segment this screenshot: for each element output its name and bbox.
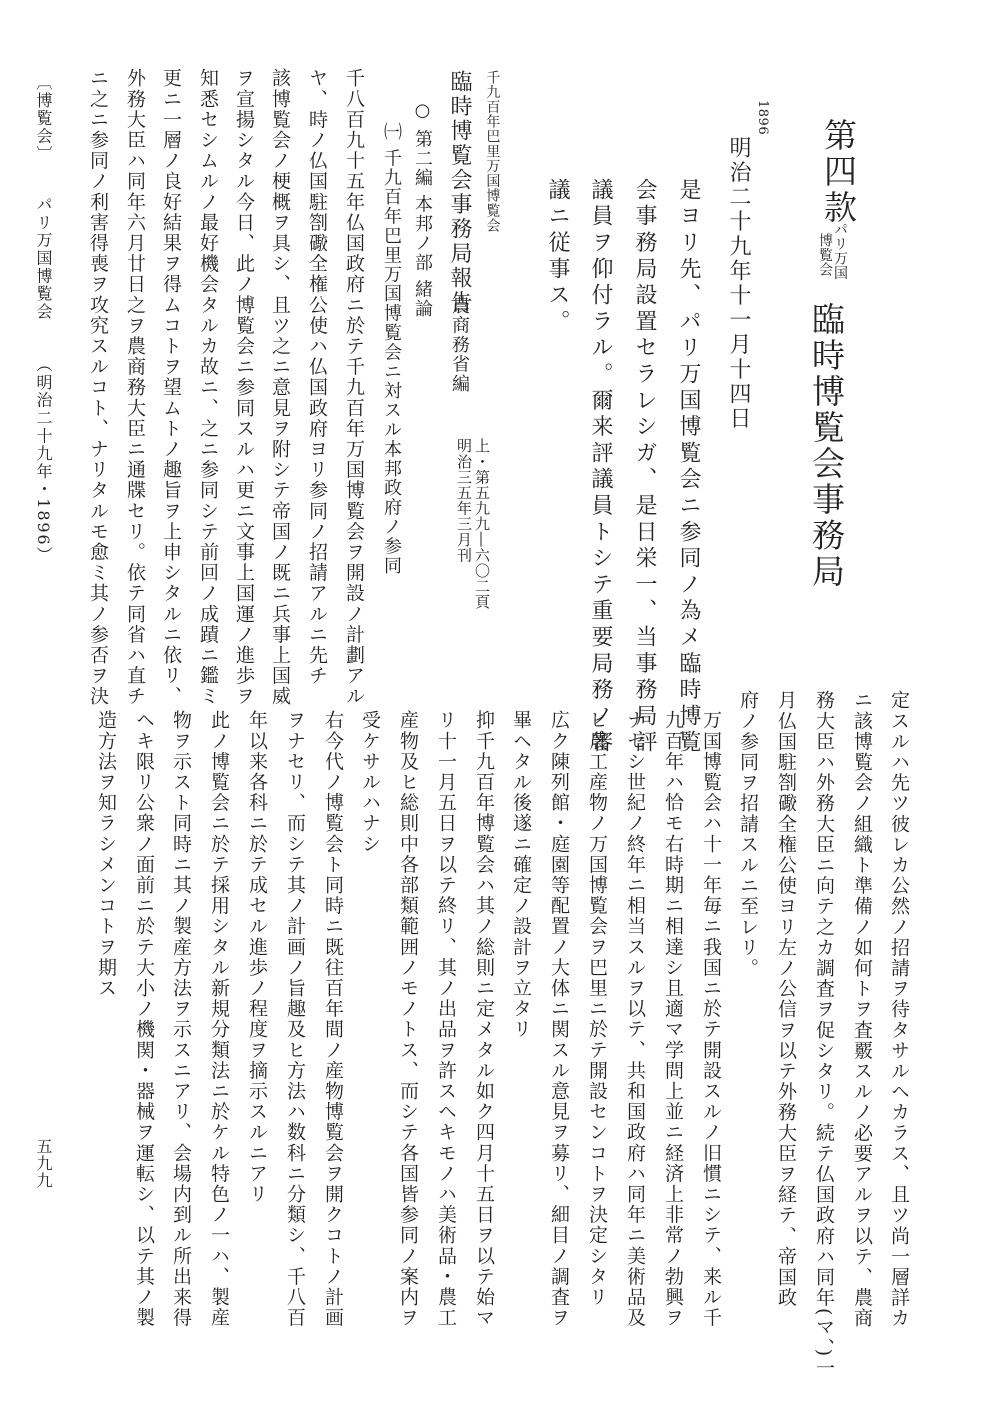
lower-body-line: 年以来各科ニ於テ成セル進歩ノ程度ヲ摘示スルニアリ [246, 710, 268, 1205]
lower-body-line: 抑千九百年博覧会ハ其ノ総則ニ定メタル如ク四月十五日ヲ以テ始マ [473, 710, 495, 1328]
source-series: 千九百年巴里万国博覧会 [484, 70, 501, 233]
lower-body-line: 物ヲ示スト同時ニ其ノ製産方法ヲ示スニアリ、会場内到ル所出来得 [170, 710, 192, 1328]
lower-body-line: 定スルハ先ツ彼レカ公然ノ招請ヲ待タサルヘカラス、且ツ尚一層詳カ [888, 690, 910, 1329]
source-pages: 上・第五九九―六〇二頁 [473, 438, 491, 610]
lower-body-line: ナセシ世紀ノ終年ニ相当スルヲ以テ、共和国政府ハ同年ニ美術品及 [624, 710, 646, 1328]
upper-body-line: 千八百九十五年仏国政府ニ於テ千九百年万国博覧会ヲ開設ノ計劃アル [343, 68, 365, 707]
section-title: 臨時博覧会事務局 [807, 302, 846, 590]
entry-date: 明治二十九年十一月十四日 [726, 136, 751, 432]
lower-body-line: 造方法ヲ知ラシメンコトヲ期ス [95, 710, 117, 999]
lower-body-line: ニ該博覧会ノ組織ト準備ノ如何トヲ査覈スルノ必要アルヲ以テ、農商 [851, 690, 873, 1329]
year-western: 1896 [755, 100, 770, 136]
entry-line: 議員ヲ仰付ラル。爾来評議員トシテ重要局務ノ審 [588, 178, 613, 757]
lower-body-line: 右今代ノ博覧会ト同時ニ既往百年間ノ産物博覧会ヲ開クコトノ計画 [322, 710, 344, 1328]
source-title: 臨時博覧会事務局報告 [447, 70, 472, 315]
chapter-heading: ㈠ 千九百年巴里万国博覧会ニ対スル本邦政府ノ参同 [381, 122, 402, 576]
lower-body-line: 畢ヘタル後遂ニ確定ノ設計ヲ立タリ [510, 710, 532, 1040]
lower-body-line: 此ノ博覧会ニ於テ採用シタル新規分類法ニ於ケル特色ノ一ハ、製産 [208, 710, 230, 1328]
entry-line: 是ヨリ先、パリ万国博覧会ニ参同ノ為メ臨時博覧 [676, 178, 701, 757]
page-number: 五九九 [34, 1138, 53, 1189]
lower-body-line: 務大臣ハ外務大臣ニ向テ之カ調査ヲ促シタリ。続テ仏国政府ハ同年(マ、)一 [813, 690, 835, 1379]
source-page-ref [450, 438, 490, 638]
lower-body-line: 府ノ参同ヲ招請スルニ至レリ。 [737, 690, 759, 979]
footer-date-range: （明治二十九年・1896） [34, 356, 53, 565]
lower-body-line: 広ク陳列館・庭園等配置ノ大体ニ関スル意見ヲ募リ、細目ノ調査ヲ [548, 710, 570, 1328]
entry-line: 議ニ従事ス。 [545, 178, 570, 336]
lower-body-line: 月仏国駐劄礮全権公使ヨリ左ノ公信ヲ以テ外務大臣ヲ経テ、帝国政 [775, 690, 797, 1308]
footer-running-title: パリ万国博覧会 [34, 196, 53, 321]
upper-body-line: ヲ宣揚シタル今日、此ノ博覧会ニ参同スルハ更ニ文事上国運ノ進歩ヲ [233, 68, 255, 707]
lower-body-line: 産物及ヒ総則中各部類範囲ノモノトス、而シテ各国皆参同ノ案内ヲ [397, 710, 419, 1328]
source-date: 明治三五年三月刊 [455, 438, 473, 563]
lower-body-line: ヲナセリ、而シテ其ノ計画ノ旨趣及ヒ方法ハ数科ニ分類シ、千八百 [284, 710, 306, 1328]
part-heading: ○ 第二編 本邦ノ部 緒論 [412, 100, 433, 319]
lower-body-line: 受ケサルハナシ [359, 710, 381, 855]
lower-body-line: ヒ農工産物ノ万国博覧会ヲ巴里ニ於テ開設センコトヲ決定シタリ [586, 710, 608, 1308]
footer-category: 〔博覧会〕 [34, 74, 53, 163]
upper-body-line: 知悉セシムルノ最好機会タルカ故ニ、之ニ参同シテ前回ノ成蹟ニ鑑ミ [197, 68, 219, 707]
lower-body-line: リ十一月五日ヲ以テ終リ、其ノ出品ヲ許スヘキモノハ美術品・農工 [435, 710, 457, 1328]
entry-line: 会事務局設置セラレシガ、是日栄一、当事務局評 [632, 178, 657, 757]
section-ruby [817, 222, 848, 302]
upper-body-line: ニ之ニ参同ノ利害得喪ヲ攻究スルコト、ナリタルモ愈ミ其ノ参否ヲ決 [87, 68, 109, 707]
source-editor: 農商務省編 [449, 296, 470, 394]
lower-body-line: 九百年ハ恰モ右時期ニ相達シ且適マ学問上並ニ経済上非常ノ勃興ヲ [662, 710, 684, 1328]
upper-body-line: 更ニ一層ノ良好結果ヲ得ムコトヲ望ムトノ趣旨ヲ上申シタルニ依リ、 [160, 68, 182, 707]
upper-body-line: ヤ、時ノ仏国駐劄礮全権公使ハ仏国政府ヨリ参同ノ招請アルニ先チ [306, 68, 328, 686]
lower-body-line: ヘキ限リ公衆ノ面前ニ於テ大小ノ機関・器械ヲ運転シ、以テ其ノ製 [133, 710, 155, 1328]
section-label: 第四款 [819, 118, 858, 226]
lower-body-line: 万国博覧会ハ十一年毎ニ我国ニ於テ開設スルノ旧慣ニシテ、来ル千 [700, 710, 722, 1328]
ruby-line-1: パリ万国 [832, 222, 848, 280]
upper-body-line: 該博覧会ノ梗概ヲ具シ、且ツ之ニ意見ヲ附シテ帝国ノ既ニ兵事上国威 [269, 68, 291, 707]
upper-body-line: 外務大臣ハ同年六月廿日之ヲ農商務大臣ニ通牒セリ。依テ同省ハ直チ [124, 68, 146, 707]
ruby-line-2: 博覧会 [817, 233, 833, 277]
